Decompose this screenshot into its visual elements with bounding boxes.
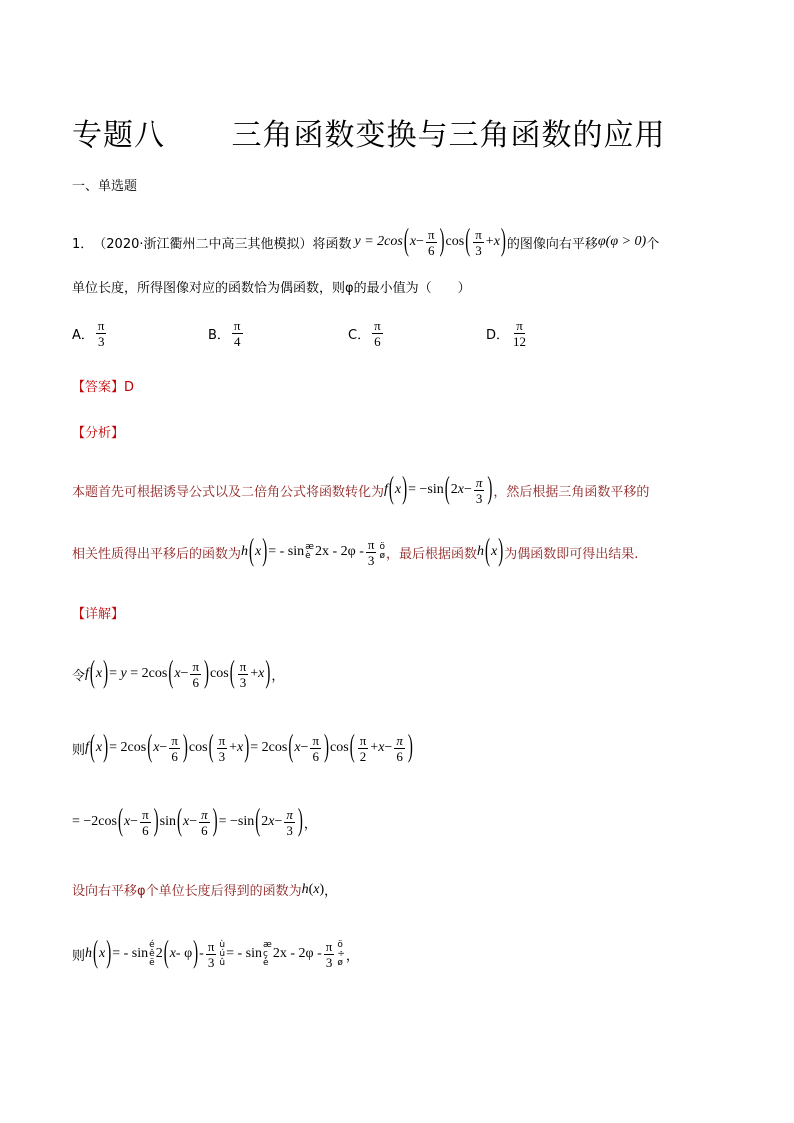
answer-value: D bbox=[124, 380, 135, 395]
analysis-line-2: 相关性质得出平移后的函数为 h ( x ) = - sin æ è 2x - 2φ - $\frac{\pi}{3}$ ö ø ，最后根据函数 h ( x ) 为偶函数即可得出结果. bbox=[72, 534, 639, 568]
question-line-2: 单位长度，所得图像对应的函数恰为偶函数，则φ的最小值为（ ） bbox=[72, 281, 471, 296]
option-b[interactable]: B． $\frac{\pi}{4}$ bbox=[208, 318, 241, 349]
question-source: （2020·浙江衢州二中高三其他模拟）将函数 bbox=[93, 236, 352, 252]
question-expr: y = 2cos bbox=[354, 234, 403, 249]
question-number: 1． bbox=[72, 236, 94, 252]
analysis-line-1: 本题首先可根据诱导公式以及二倍角公式将函数转化为 f ( x ) = −sin ( 2x− $\frac{\pi}{3}$ ) ，然后根据三角函数平移的 bbox=[72, 472, 650, 506]
detail-step-4: 设向右平移φ个单位长度后得到的函数为 h ( x ) ， bbox=[72, 881, 338, 899]
topic-label: 专题八 bbox=[72, 118, 165, 153]
option-a[interactable]: A． $\frac{\pi}{3}$ bbox=[72, 318, 105, 349]
question-line-1: 1． （2020·浙江衢州二中高三其他模拟）将函数 y = 2cos ( x − $\frac{\pi}{6}$ ) cos ( $\frac{\pi}{3}$ + x ) 的图像向右平移 φ(φ > 0) 个 bbox=[72, 224, 660, 258]
title-text: 三角函数变换与三角函数的应用 bbox=[231, 118, 666, 153]
phi-condition: φ(φ > 0) bbox=[597, 234, 647, 249]
detail-step-2: 则 f ( x ) = 2cos ( x − $\frac{\pi}{6}$ ) cos ( $\frac{\pi}{3}$ + x ) = 2cos ( x − $\frac{\pi}{6}$ ) cos ( $\frac{\pi}{2}$ + x − $\frac{\pi}{6}$ ) bbox=[72, 730, 413, 764]
answer-label: 【答案】 bbox=[72, 380, 125, 395]
detail-label: 【详解】 bbox=[72, 607, 125, 622]
question-tail: 个 bbox=[646, 236, 660, 252]
section-heading: 一、单选题 bbox=[72, 179, 138, 194]
option-d[interactable]: D． $\frac{\pi}{12}$ bbox=[486, 318, 527, 349]
question-middle: 的图像向右平移 bbox=[506, 236, 598, 252]
option-c[interactable]: C． $\frac{\pi}{6}$ bbox=[348, 318, 381, 349]
detail-step-3: = −2cos ( x − $\frac{\pi}{6}$ ) sin ( x − $\frac{\pi}{6}$ ) = −sin ( 2x− $\frac{\pi}{3}$ ) ， bbox=[72, 804, 317, 838]
detail-step-5: 则 h ( x ) = - sin é ê ë 2 ( x - φ ) - $\frac{\pi}{3}$ ù ú û = - sin æ ç è 2x - 2φ - $\frac{\pi}{3}$ ö ÷ ø ， bbox=[72, 936, 359, 970]
answer-line bbox=[72, 376, 134, 395]
analysis-label: 【分析】 bbox=[72, 426, 125, 441]
page-title bbox=[72, 110, 666, 154]
detail-step-1: 令 f ( x ) = y = 2cos ( x − $\frac{\pi}{6}$ ) cos ( $\frac{\pi}{3}$ + x ) ， bbox=[72, 656, 285, 690]
